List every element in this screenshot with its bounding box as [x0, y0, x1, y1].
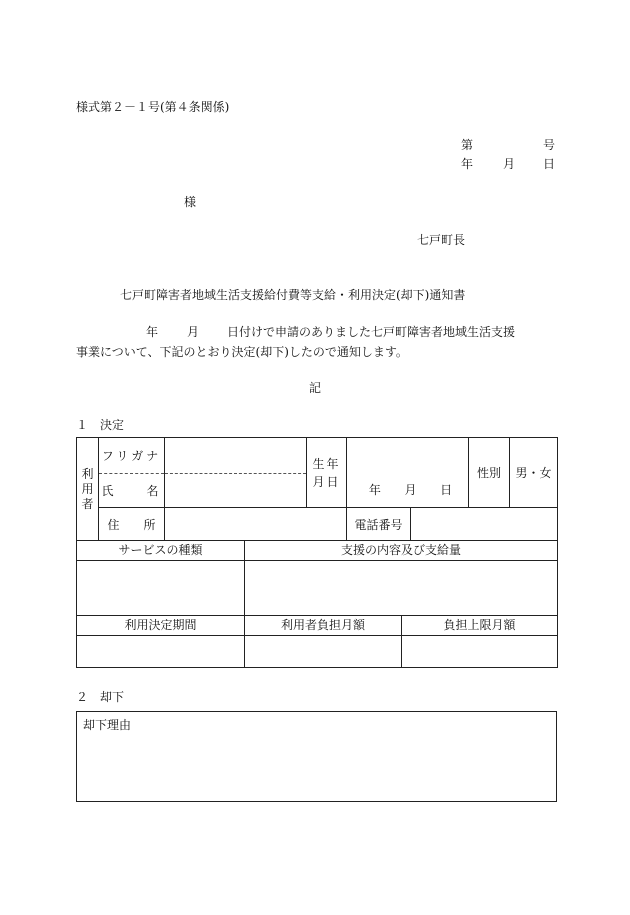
number-gou: 号 [543, 138, 556, 152]
date-nen: 年 [461, 157, 474, 171]
birth-label: 生年月日 [312, 456, 341, 489]
support-content-header [245, 540, 558, 560]
rejection-reason-label: 却下理由 [83, 718, 132, 732]
birth-date-cell[interactable] [347, 438, 469, 508]
name-label-cell [99, 474, 165, 508]
date-tsuki: 月 [503, 157, 516, 171]
user-label-cell [77, 438, 99, 541]
body-tsuki: 月 [187, 325, 200, 339]
form-label: 様式第２－１号(第４条関係) [76, 100, 230, 114]
document-title: 七戸町障害者地域生活支援給付費等支給・利用決定(却下)通知書 [120, 288, 466, 302]
furigana-label-cell [99, 438, 165, 474]
body-nen: 年 [146, 325, 159, 339]
sex-value-cell[interactable] [510, 438, 558, 508]
service-table [76, 540, 558, 616]
period-header [77, 615, 245, 635]
section1-heading: １ 決定 [76, 418, 125, 432]
furigana-label: フリガナ [101, 448, 162, 463]
issuer: 七戸町長 [417, 233, 466, 247]
sex-label-cell [469, 438, 510, 508]
birth-tsuki: 月 [404, 483, 417, 497]
address-label-cell [99, 508, 165, 541]
service-type-value[interactable] [77, 560, 245, 615]
ki-label: 記 [309, 381, 322, 395]
support-content-header-text: 支援の内容及び支給量 [340, 543, 461, 558]
burden-limit-header [402, 615, 558, 635]
sex-value: 男・女 [515, 466, 552, 480]
user-label: 利用者 [81, 466, 94, 511]
name-value[interactable] [165, 474, 307, 508]
period-value[interactable] [77, 635, 245, 667]
body-line1: 日付けで申請のありました七戸町障害者地域生活支援 [227, 325, 516, 339]
monthly-burden-header [245, 615, 402, 635]
date-hi: 日 [543, 157, 556, 171]
phone-label-cell [347, 508, 411, 541]
monthly-burden-value[interactable] [245, 635, 402, 667]
period-header-text: 利用決定期間 [124, 618, 197, 633]
monthly-burden-header-text: 利用者負担月額 [280, 618, 365, 633]
service-type-header [77, 540, 245, 560]
burden-limit-value[interactable] [402, 635, 558, 667]
service-type-header-text: サービスの種類 [118, 543, 203, 558]
section2-heading: ２ 却下 [76, 690, 125, 704]
burden-table [76, 615, 558, 668]
name-label: 氏 名 [101, 484, 162, 498]
birth-nen: 年 [368, 483, 381, 497]
birth-label-cell [307, 438, 347, 508]
phone-value[interactable] [411, 508, 558, 541]
number-dai: 第 [461, 138, 474, 152]
sex-label: 性別 [477, 466, 502, 480]
burden-limit-header-text: 負担上限月額 [443, 618, 516, 633]
rejection-reason-box[interactable] [76, 711, 557, 802]
address-label: 住 所 [107, 517, 156, 532]
birth-hi: 日 [440, 483, 453, 497]
address-value[interactable] [165, 508, 347, 541]
user-info-table [76, 437, 558, 541]
furigana-value[interactable] [165, 438, 307, 474]
addressee: 様 [184, 195, 197, 209]
support-content-value[interactable] [245, 560, 558, 615]
phone-label: 電話番号 [354, 517, 403, 532]
body-line2: 事業について、下記のとおり決定(却下)したので通知します。 [76, 345, 408, 359]
